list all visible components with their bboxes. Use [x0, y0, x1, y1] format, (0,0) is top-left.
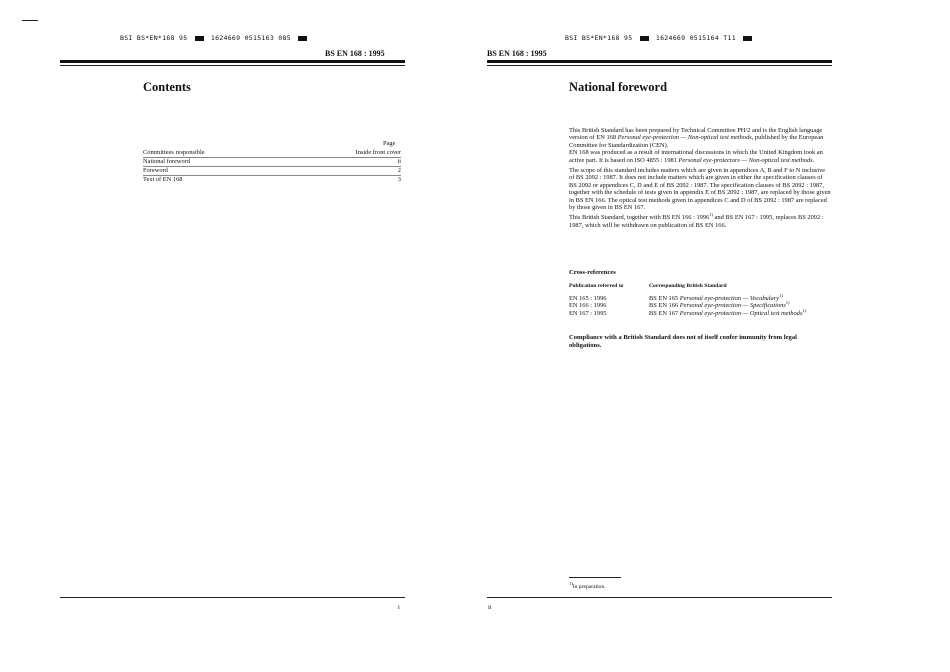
contents-entry-title: Committees responsible: [143, 149, 205, 156]
contents-row[interactable]: [143, 149, 401, 158]
right-header-thick-rule: [487, 60, 832, 63]
left-footer-rule: [60, 597, 405, 598]
cross-ref-bs: [649, 307, 831, 317]
cross-ref-col-corresponding: Corresponding British Standard: [649, 283, 727, 289]
left-scan-end-mark: [298, 36, 307, 41]
cross-ref-pub: EN 167 : 1995: [569, 309, 607, 317]
cross-ref-bs-number: BS EN 165: [649, 295, 680, 302]
foreword-para-2: The scope of this standard includes matters which are given in appendices A, B and F to N inclusive of BS 2092 : 1987. It does not include matters which are given in either the specification clauses of BS 2092 or appendices C, D and E of BS 2092 : 1987. The specification clauses of BS 2092 : 1987, together with the schedule of tests given in appendix E of BS 2092 : 1987, are replaced by those given in BS EN 166. The optical test methods given in appendices C and D of BS 2092 : 1987 are replaced by those given in BS EN 167.: [569, 167, 831, 212]
para3-text-a: This British Standard, together with BS EN 166 : 1996: [569, 214, 710, 222]
cross-ref-col-publication: Publication referred to: [569, 283, 624, 289]
contents-row[interactable]: [143, 158, 401, 167]
contents-entry-title: Foreword: [143, 167, 168, 174]
left-scan-header-text: BSI BS*EN*168 95: [120, 34, 188, 42]
foreword-body: [569, 127, 831, 229]
contents-entry-page: 2: [397, 167, 401, 174]
cross-ref-footnote-mark: 1): [802, 307, 807, 313]
left-folio: i: [398, 604, 400, 611]
cross-ref-bs-title: Personal eye-protection — Specifications: [679, 302, 786, 310]
right-folio: ii: [488, 604, 492, 611]
cross-ref-bs-number: BS EN 167: [649, 309, 680, 317]
para1-text-c: , published by the European Committee for Standardization (CEN).: [569, 134, 824, 149]
foreword-para-1: [569, 127, 831, 149]
contents-row[interactable]: [143, 176, 401, 184]
left-scan-block-mark: [195, 36, 204, 41]
cross-ref-bs-title: Personal eye-protection — Optical test methods: [679, 309, 803, 317]
right-scan-header-text: BSI BS*EN*168 95: [565, 34, 633, 42]
left-scan-header: [120, 34, 307, 42]
footnote-separator: [569, 577, 621, 578]
contents-title: Contents: [143, 80, 191, 94]
cross-ref-bs-title: Personal eye-protection — Vocabulary: [679, 295, 780, 302]
contents-page-col-label: Page: [383, 140, 396, 147]
para1-text-a: This British Standard has been prepared by Technical Committee PH/2 and is the English language version of EN 168: [569, 127, 823, 142]
right-scan-end-mark: [743, 36, 752, 41]
cross-ref-table: [569, 292, 831, 317]
contents-entry-page: 3: [397, 176, 401, 183]
contents-entry-title: National foreword: [143, 158, 191, 165]
para1-text-f: .: [812, 156, 815, 164]
cross-ref-footnote-mark: 1): [779, 292, 783, 298]
right-header-thin-rule: [487, 65, 832, 66]
para1-italic-iso-title: Personal eye-protectors — Non-optical test methods: [678, 156, 813, 164]
cross-ref-row[interactable]: [569, 307, 831, 317]
foreword-para-1b: [569, 149, 831, 164]
footnote-ref[interactable]: 1): [709, 212, 713, 218]
compliance-note: Compliance with a British Standard does not of itself confer immunity from legal obligations.: [569, 334, 797, 349]
contents-entry-page: ii: [397, 158, 401, 165]
contents-row[interactable]: [143, 167, 401, 176]
right-footer-rule: [487, 597, 832, 598]
para1-italic-title: Personal eye-protection — Non-optical test methods: [617, 134, 752, 142]
contents-entry-page: Inside front cover: [355, 149, 401, 156]
cross-ref-row[interactable]: [569, 302, 831, 309]
para1-text-d: EN 168 was produced as a result of international discussions in which the United Kingdom took an active part. It is based on ISO 4855 : 1981: [569, 149, 823, 164]
contents-table: [143, 149, 401, 184]
cross-references-heading: Cross-references: [569, 269, 616, 276]
right-running-head: BS EN 168 : 1995: [487, 49, 547, 58]
cross-ref-footnote-mark: 1): [785, 300, 790, 306]
footnote-mark: 1): [569, 581, 573, 587]
right-scan-header: [565, 34, 752, 42]
national-foreword-title: National foreword: [569, 80, 668, 94]
scan-corner-mark: [22, 20, 38, 21]
left-running-head: BS EN 168 : 1995: [325, 49, 385, 58]
foreword-para-3: [569, 214, 831, 229]
left-header-thick-rule: [60, 60, 405, 63]
cross-ref-pub: EN 165 : 1996: [569, 295, 607, 302]
left-scan-header-code: 1624669 0515163 085: [210, 34, 291, 42]
right-scan-header-code: 1624669 0515164 T11: [655, 34, 736, 42]
contents-entry-title: Text of EN 168: [143, 176, 183, 183]
left-header-thin-rule: [60, 65, 405, 66]
para3-text-b: and BS EN 167 : 1995, replaces BS 2092 : 1987, which will be withdrawn on publication of BS EN 166.: [569, 214, 824, 229]
cross-ref-bs-number: BS EN 166: [649, 302, 680, 310]
footnote: [569, 581, 606, 591]
cross-ref-pub: EN 166 : 1996: [569, 302, 607, 310]
right-scan-block-mark: [640, 36, 649, 41]
footnote-text: In preparation.: [572, 584, 606, 590]
